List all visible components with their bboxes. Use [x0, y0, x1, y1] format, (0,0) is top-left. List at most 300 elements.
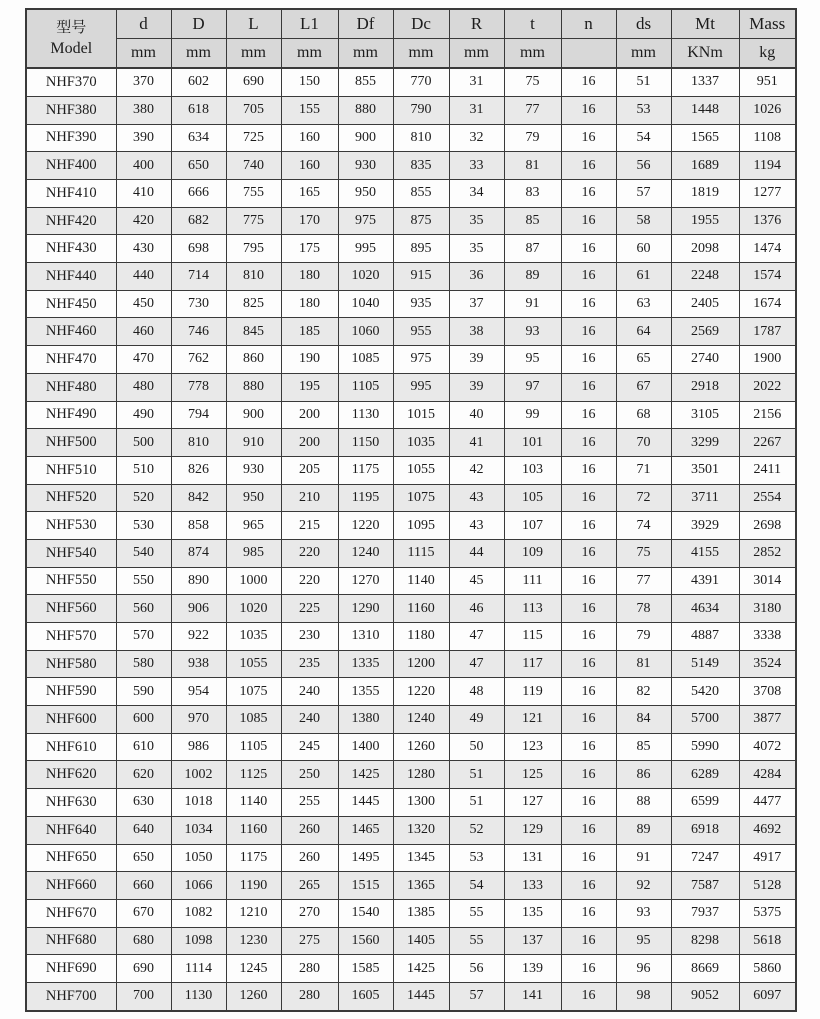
- value-cell: 1210: [226, 899, 281, 927]
- value-cell: 43: [449, 484, 504, 512]
- value-cell: 874: [171, 539, 226, 567]
- value-cell: 440: [116, 263, 171, 291]
- value-cell: 895: [393, 235, 449, 263]
- value-cell: 16: [561, 401, 616, 429]
- column-name-l: L: [226, 9, 281, 39]
- value-cell: 93: [504, 318, 561, 346]
- value-cell: 995: [338, 235, 393, 263]
- value-cell: 82: [616, 678, 671, 706]
- value-cell: 85: [504, 207, 561, 235]
- model-label-en: Model: [50, 39, 93, 57]
- value-cell: 500: [116, 429, 171, 457]
- column-name-n: n: [561, 9, 616, 39]
- value-cell: 101: [504, 429, 561, 457]
- value-cell: 930: [226, 456, 281, 484]
- value-cell: 618: [171, 96, 226, 124]
- column-name-d: D: [171, 9, 226, 39]
- value-cell: 915: [393, 263, 449, 291]
- table-row: [26, 290, 796, 318]
- model-cell: NHF570: [26, 623, 116, 651]
- value-cell: 50: [449, 733, 504, 761]
- table-row: [26, 678, 796, 706]
- value-cell: 133: [504, 872, 561, 900]
- value-cell: 33: [449, 152, 504, 180]
- model-cell: NHF560: [26, 595, 116, 623]
- value-cell: 16: [561, 789, 616, 817]
- value-cell: 620: [116, 761, 171, 789]
- value-cell: 75: [504, 68, 561, 96]
- column-unit-t: mm: [504, 39, 561, 69]
- value-cell: 470: [116, 346, 171, 374]
- value-cell: 7587: [671, 872, 739, 900]
- model-cell: NHF450: [26, 290, 116, 318]
- value-cell: 6289: [671, 761, 739, 789]
- value-cell: 16: [561, 706, 616, 734]
- model-cell: NHF530: [26, 512, 116, 540]
- value-cell: 16: [561, 955, 616, 983]
- value-cell: 270: [281, 899, 338, 927]
- value-cell: 200: [281, 401, 338, 429]
- value-cell: 235: [281, 650, 338, 678]
- value-cell: 75: [616, 539, 671, 567]
- value-cell: 8298: [671, 927, 739, 955]
- value-cell: 1574: [739, 263, 796, 291]
- model-cell: NHF580: [26, 650, 116, 678]
- value-cell: 63: [616, 290, 671, 318]
- value-cell: 1140: [393, 567, 449, 595]
- value-cell: 103: [504, 456, 561, 484]
- value-cell: 51: [449, 789, 504, 817]
- value-cell: 1055: [393, 456, 449, 484]
- value-cell: 2918: [671, 373, 739, 401]
- column-unit-df: mm: [338, 39, 393, 69]
- value-cell: 16: [561, 872, 616, 900]
- value-cell: 955: [393, 318, 449, 346]
- value-cell: 600: [116, 706, 171, 734]
- value-cell: 825: [226, 290, 281, 318]
- value-cell: 1220: [393, 678, 449, 706]
- value-cell: 2098: [671, 235, 739, 263]
- value-cell: 165: [281, 180, 338, 208]
- value-cell: 98: [616, 982, 671, 1011]
- value-cell: 5700: [671, 706, 739, 734]
- value-cell: 265: [281, 872, 338, 900]
- column-name-mt: Mt: [671, 9, 739, 39]
- value-cell: 54: [449, 872, 504, 900]
- value-cell: 2267: [739, 429, 796, 457]
- model-cell: NHF520: [26, 484, 116, 512]
- model-cell: NHF640: [26, 816, 116, 844]
- value-cell: 56: [449, 955, 504, 983]
- value-cell: 36: [449, 263, 504, 291]
- value-cell: 725: [226, 124, 281, 152]
- value-cell: 88: [616, 789, 671, 817]
- value-cell: 2411: [739, 456, 796, 484]
- value-cell: 690: [116, 955, 171, 983]
- value-cell: 57: [616, 180, 671, 208]
- value-cell: 480: [116, 373, 171, 401]
- value-cell: 1240: [338, 539, 393, 567]
- value-cell: 890: [171, 567, 226, 595]
- value-cell: 52: [449, 816, 504, 844]
- value-cell: 714: [171, 263, 226, 291]
- value-cell: 610: [116, 733, 171, 761]
- value-cell: 390: [116, 124, 171, 152]
- value-cell: 35: [449, 235, 504, 263]
- value-cell: 1280: [393, 761, 449, 789]
- value-cell: 135: [504, 899, 561, 927]
- value-cell: 139: [504, 955, 561, 983]
- value-cell: 1277: [739, 180, 796, 208]
- value-cell: 55: [449, 899, 504, 927]
- value-cell: 1585: [338, 955, 393, 983]
- value-cell: 770: [393, 68, 449, 96]
- value-cell: 4917: [739, 844, 796, 872]
- model-cell: NHF490: [26, 401, 116, 429]
- value-cell: 42: [449, 456, 504, 484]
- value-cell: 46: [449, 595, 504, 623]
- value-cell: 119: [504, 678, 561, 706]
- value-cell: 7937: [671, 899, 739, 927]
- value-cell: 602: [171, 68, 226, 96]
- model-cell: NHF440: [26, 263, 116, 291]
- value-cell: 31: [449, 96, 504, 124]
- model-cell: NHF620: [26, 761, 116, 789]
- model-cell: NHF430: [26, 235, 116, 263]
- table-row: [26, 124, 796, 152]
- value-cell: 1425: [393, 955, 449, 983]
- value-cell: 580: [116, 650, 171, 678]
- model-cell: NHF390: [26, 124, 116, 152]
- value-cell: 1405: [393, 927, 449, 955]
- value-cell: 16: [561, 318, 616, 346]
- value-cell: 430: [116, 235, 171, 263]
- table-body: [26, 68, 796, 1011]
- value-cell: 16: [561, 207, 616, 235]
- value-cell: 1085: [226, 706, 281, 734]
- model-cell: NHF540: [26, 539, 116, 567]
- value-cell: 150: [281, 68, 338, 96]
- value-cell: 922: [171, 623, 226, 651]
- value-cell: 1787: [739, 318, 796, 346]
- column-unit-dc: mm: [393, 39, 449, 69]
- value-cell: 170: [281, 207, 338, 235]
- value-cell: 795: [226, 235, 281, 263]
- value-cell: 950: [226, 484, 281, 512]
- model-cell: NHF650: [26, 844, 116, 872]
- column-name-l1: L1: [281, 9, 338, 39]
- value-cell: 47: [449, 623, 504, 651]
- value-cell: 215: [281, 512, 338, 540]
- value-cell: 190: [281, 346, 338, 374]
- value-cell: 4477: [739, 789, 796, 817]
- value-cell: 1565: [671, 124, 739, 152]
- value-cell: 975: [338, 207, 393, 235]
- value-cell: 2022: [739, 373, 796, 401]
- value-cell: 45: [449, 567, 504, 595]
- value-cell: 260: [281, 816, 338, 844]
- value-cell: 129: [504, 816, 561, 844]
- value-cell: 32: [449, 124, 504, 152]
- value-cell: 58: [616, 207, 671, 235]
- value-cell: 2740: [671, 346, 739, 374]
- value-cell: 16: [561, 263, 616, 291]
- value-cell: 40: [449, 401, 504, 429]
- table-row: [26, 595, 796, 623]
- value-cell: 16: [561, 290, 616, 318]
- value-cell: 2698: [739, 512, 796, 540]
- value-cell: 113: [504, 595, 561, 623]
- value-cell: 1098: [171, 927, 226, 955]
- value-cell: 950: [338, 180, 393, 208]
- value-cell: 4391: [671, 567, 739, 595]
- value-cell: 1075: [226, 678, 281, 706]
- model-cell: NHF630: [26, 789, 116, 817]
- value-cell: 131: [504, 844, 561, 872]
- value-cell: 1195: [338, 484, 393, 512]
- model-cell: NHF700: [26, 982, 116, 1011]
- value-cell: 6599: [671, 789, 739, 817]
- value-cell: 16: [561, 512, 616, 540]
- value-cell: 53: [449, 844, 504, 872]
- value-cell: 1474: [739, 235, 796, 263]
- value-cell: 1108: [739, 124, 796, 152]
- spec-table: [25, 8, 797, 1012]
- table-row: [26, 982, 796, 1011]
- value-cell: 4887: [671, 623, 739, 651]
- model-label-cn: 型号: [56, 19, 87, 36]
- value-cell: 127: [504, 789, 561, 817]
- value-cell: 1034: [171, 816, 226, 844]
- value-cell: 44: [449, 539, 504, 567]
- value-cell: 35: [449, 207, 504, 235]
- value-cell: 121: [504, 706, 561, 734]
- value-cell: 195: [281, 373, 338, 401]
- value-cell: 115: [504, 623, 561, 651]
- value-cell: 48: [449, 678, 504, 706]
- value-cell: 1040: [338, 290, 393, 318]
- value-cell: 1310: [338, 623, 393, 651]
- value-cell: 1689: [671, 152, 739, 180]
- value-cell: 5375: [739, 899, 796, 927]
- value-cell: 5420: [671, 678, 739, 706]
- value-cell: 117: [504, 650, 561, 678]
- value-cell: 160: [281, 124, 338, 152]
- column-name-d: d: [116, 9, 171, 39]
- value-cell: 16: [561, 180, 616, 208]
- value-cell: 1365: [393, 872, 449, 900]
- value-cell: 705: [226, 96, 281, 124]
- value-cell: 16: [561, 346, 616, 374]
- value-cell: 900: [226, 401, 281, 429]
- value-cell: 540: [116, 539, 171, 567]
- model-cell: NHF600: [26, 706, 116, 734]
- value-cell: 7247: [671, 844, 739, 872]
- value-cell: 280: [281, 955, 338, 983]
- table-row: [26, 623, 796, 651]
- value-cell: 1105: [226, 733, 281, 761]
- value-cell: 682: [171, 207, 226, 235]
- value-cell: 560: [116, 595, 171, 623]
- table-row: [26, 484, 796, 512]
- value-cell: 1955: [671, 207, 739, 235]
- column-unit-mass: kg: [739, 39, 796, 69]
- value-cell: 5128: [739, 872, 796, 900]
- value-cell: 111: [504, 567, 561, 595]
- model-cell: NHF400: [26, 152, 116, 180]
- value-cell: 95: [504, 346, 561, 374]
- value-cell: 245: [281, 733, 338, 761]
- table-row: [26, 207, 796, 235]
- value-cell: 746: [171, 318, 226, 346]
- table-row: [26, 761, 796, 789]
- table-row: [26, 567, 796, 595]
- value-cell: 225: [281, 595, 338, 623]
- value-cell: 835: [393, 152, 449, 180]
- model-cell: NHF550: [26, 567, 116, 595]
- value-cell: 4072: [739, 733, 796, 761]
- value-cell: 1240: [393, 706, 449, 734]
- value-cell: 1337: [671, 68, 739, 96]
- value-cell: 680: [116, 927, 171, 955]
- value-cell: 49: [449, 706, 504, 734]
- value-cell: 842: [171, 484, 226, 512]
- value-cell: 450: [116, 290, 171, 318]
- value-cell: 666: [171, 180, 226, 208]
- value-cell: 16: [561, 927, 616, 955]
- value-cell: 530: [116, 512, 171, 540]
- value-cell: 5149: [671, 650, 739, 678]
- value-cell: 210: [281, 484, 338, 512]
- model-cell: NHF480: [26, 373, 116, 401]
- header-units-row: [26, 39, 796, 69]
- value-cell: 690: [226, 68, 281, 96]
- value-cell: 3929: [671, 512, 739, 540]
- value-cell: 900: [338, 124, 393, 152]
- value-cell: 180: [281, 290, 338, 318]
- value-cell: 65: [616, 346, 671, 374]
- value-cell: 16: [561, 623, 616, 651]
- value-cell: 860: [226, 346, 281, 374]
- value-cell: 43: [449, 512, 504, 540]
- value-cell: 975: [393, 346, 449, 374]
- value-cell: 57: [449, 982, 504, 1011]
- column-unit-r: mm: [449, 39, 504, 69]
- value-cell: 1560: [338, 927, 393, 955]
- value-cell: 255: [281, 789, 338, 817]
- table-row: [26, 844, 796, 872]
- value-cell: 3014: [739, 567, 796, 595]
- value-cell: 5618: [739, 927, 796, 955]
- value-cell: 762: [171, 346, 226, 374]
- column-name-t: t: [504, 9, 561, 39]
- value-cell: 34: [449, 180, 504, 208]
- value-cell: 1270: [338, 567, 393, 595]
- table-row: [26, 152, 796, 180]
- value-cell: 51: [449, 761, 504, 789]
- value-cell: 1175: [226, 844, 281, 872]
- value-cell: 985: [226, 539, 281, 567]
- value-cell: 1445: [393, 982, 449, 1011]
- value-cell: 1605: [338, 982, 393, 1011]
- value-cell: 9052: [671, 982, 739, 1011]
- value-cell: 89: [616, 816, 671, 844]
- value-cell: 490: [116, 401, 171, 429]
- value-cell: 92: [616, 872, 671, 900]
- value-cell: 1335: [338, 650, 393, 678]
- value-cell: 31: [449, 68, 504, 96]
- value-cell: 520: [116, 484, 171, 512]
- value-cell: 84: [616, 706, 671, 734]
- value-cell: 74: [616, 512, 671, 540]
- value-cell: 755: [226, 180, 281, 208]
- value-cell: 1066: [171, 872, 226, 900]
- value-cell: 1050: [171, 844, 226, 872]
- column-name-df: Df: [338, 9, 393, 39]
- value-cell: 99: [504, 401, 561, 429]
- value-cell: 1020: [338, 263, 393, 291]
- value-cell: 1082: [171, 899, 226, 927]
- model-cell: NHF500: [26, 429, 116, 457]
- value-cell: 1190: [226, 872, 281, 900]
- value-cell: 70: [616, 429, 671, 457]
- value-cell: 87: [504, 235, 561, 263]
- value-cell: 86: [616, 761, 671, 789]
- value-cell: 107: [504, 512, 561, 540]
- value-cell: 875: [393, 207, 449, 235]
- value-cell: 1130: [171, 982, 226, 1011]
- value-cell: 60: [616, 235, 671, 263]
- value-cell: 3708: [739, 678, 796, 706]
- value-cell: 880: [338, 96, 393, 124]
- value-cell: 3711: [671, 484, 739, 512]
- value-cell: 3180: [739, 595, 796, 623]
- model-cell: NHF370: [26, 68, 116, 96]
- column-unit-mt: KNm: [671, 39, 739, 69]
- model-cell: NHF660: [26, 872, 116, 900]
- value-cell: 910: [226, 429, 281, 457]
- value-cell: 16: [561, 484, 616, 512]
- value-cell: 4692: [739, 816, 796, 844]
- value-cell: 54: [616, 124, 671, 152]
- value-cell: 880: [226, 373, 281, 401]
- value-cell: 280: [281, 982, 338, 1011]
- value-cell: 6097: [739, 982, 796, 1011]
- table-row: [26, 180, 796, 208]
- value-cell: 61: [616, 263, 671, 291]
- value-cell: 2156: [739, 401, 796, 429]
- value-cell: 77: [616, 567, 671, 595]
- value-cell: 5860: [739, 955, 796, 983]
- value-cell: 2405: [671, 290, 739, 318]
- value-cell: 420: [116, 207, 171, 235]
- value-cell: 550: [116, 567, 171, 595]
- value-cell: 275: [281, 927, 338, 955]
- value-cell: 95: [616, 927, 671, 955]
- value-cell: 16: [561, 68, 616, 96]
- value-cell: 1115: [393, 539, 449, 567]
- model-cell: NHF410: [26, 180, 116, 208]
- value-cell: 2554: [739, 484, 796, 512]
- value-cell: 1130: [338, 401, 393, 429]
- value-cell: 38: [449, 318, 504, 346]
- table-row: [26, 650, 796, 678]
- value-cell: 96: [616, 955, 671, 983]
- value-cell: 3524: [739, 650, 796, 678]
- value-cell: 826: [171, 456, 226, 484]
- value-cell: 2569: [671, 318, 739, 346]
- column-unit-l: mm: [226, 39, 281, 69]
